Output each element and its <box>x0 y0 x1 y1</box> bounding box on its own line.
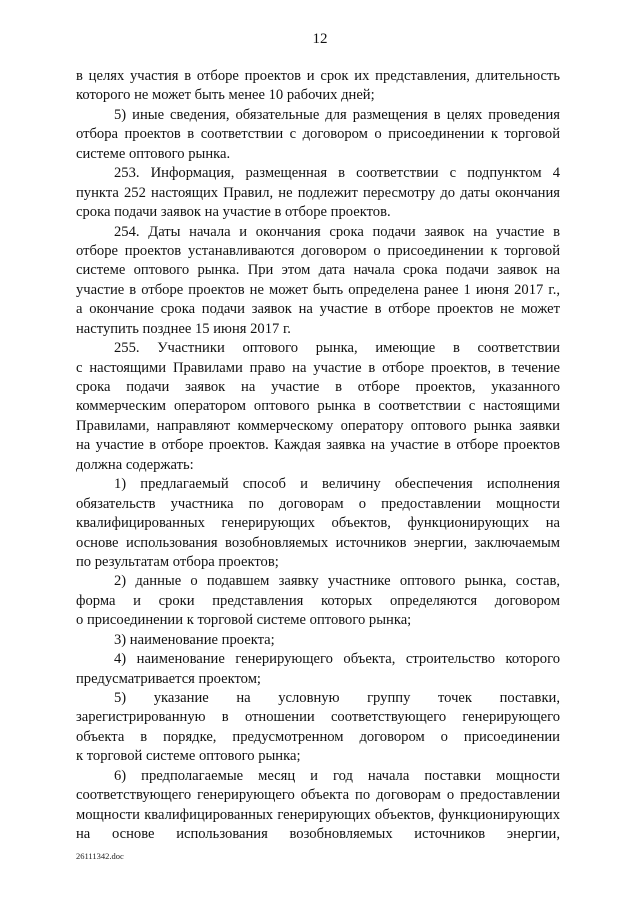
text-line: пункта 252 настоящих Правил, не подлежит пересмотру до даты окончания <box>76 184 560 201</box>
text-line: которого не может быть менее 10 рабочих дней; <box>76 87 375 104</box>
text-line: 2) данные о подавшем заявку участнике оптового рынка, состав, <box>114 573 560 590</box>
text-line: 5) иные сведения, обязательные для размещения в целях проведения <box>114 106 560 123</box>
text-line: 4) наименование генерирующего объекта, строительство которого <box>114 651 560 668</box>
text-line: соответствующего генерирующего объекта по договорам о предоставлении <box>76 787 560 804</box>
text-line: наступить позднее 15 июня 2017 г. <box>76 320 291 337</box>
text-line: 254. Даты начала и окончания срока подачи заявок на участие в <box>114 223 560 240</box>
text-line: основе использования возобновляемых источников энергии, заключаемым <box>76 534 560 551</box>
text-line: предусматривается проектом; <box>76 670 261 687</box>
text-line: в целях участия в отборе проектов и срок их представления, длительность <box>76 68 560 84</box>
page-number: 12 <box>312 31 328 47</box>
text-line: объекта в порядке, предусмотренном договором о присоединении <box>76 728 560 745</box>
text-line: 5) указание на условную группу точек поставки, <box>114 690 560 706</box>
text-line: должна содержать: <box>76 456 194 473</box>
text-line: системе оптового рынка. При этом дата начала срока подачи заявок на <box>76 262 560 279</box>
text-line: 253. Информация, размещенная в соответствии с подпунктом 4 <box>114 165 560 182</box>
text-line: мощности квалифицированных генерирующих объектов, функционирующих <box>76 806 560 823</box>
text-line: на участие в отборе проектов. Каждая заявка на участие в отборе проектов <box>76 437 560 454</box>
text-line: отборе проектов устанавливаются договором о присоединении к торговой <box>76 242 560 259</box>
text-line: 6) предполагаемые месяц и год начала поставки мощности <box>114 767 560 784</box>
text-line: к торговой системе оптового рынка; <box>76 748 301 765</box>
text-line: срока подачи заявок на участие в отборе проектов. <box>76 204 391 221</box>
text-line: а окончание срока подачи заявок на участие в отборе проектов не может <box>76 301 560 318</box>
text-line: форма и сроки представления которых определяются договором <box>76 592 560 609</box>
text-line: о присоединении к торговой системе оптового рынка; <box>76 612 412 629</box>
text-line: по результатам отбора проектов; <box>76 553 279 570</box>
text-line: отбора проектов в соответствии с договором о присоединении к торговой <box>76 126 560 143</box>
text-line: с настоящими Правилами право на участие в отборе проектов, в течение <box>76 359 560 376</box>
text-line: на основе использования возобновляемых источников энергии, <box>76 826 560 843</box>
text-line: Правилами, направляют коммерческому оператору оптового рынка заявки <box>76 417 560 434</box>
text-line: коммерческим оператором оптового рынка в соответствии с настоящими <box>76 398 560 415</box>
text-line: системе оптового рынка. <box>76 145 231 162</box>
text-line: 255. Участники оптового рынка, имеющие в соответствии <box>114 340 560 357</box>
text-line: срока подачи заявок на участие в отборе проектов, указанного <box>76 379 560 395</box>
text-line: зарегистрированную в отношении соответствующего генерирующего <box>76 709 560 726</box>
text-line: квалифицированных генерирующих объектов, функционирующих на <box>76 515 560 532</box>
document-body <box>76 67 560 845</box>
text-line: 3) наименование проекта; <box>114 631 275 648</box>
text-line: 1) предлагаемый способ и величину обеспечения исполнения <box>114 476 560 493</box>
footer-filename: 26111342.doc <box>76 851 124 861</box>
text-line: участие в отборе проектов не может быть определена ранее 1 июня 2017 г., <box>76 281 560 298</box>
text-line: обязательств участника по договорам о предоставлении мощности <box>76 495 560 512</box>
